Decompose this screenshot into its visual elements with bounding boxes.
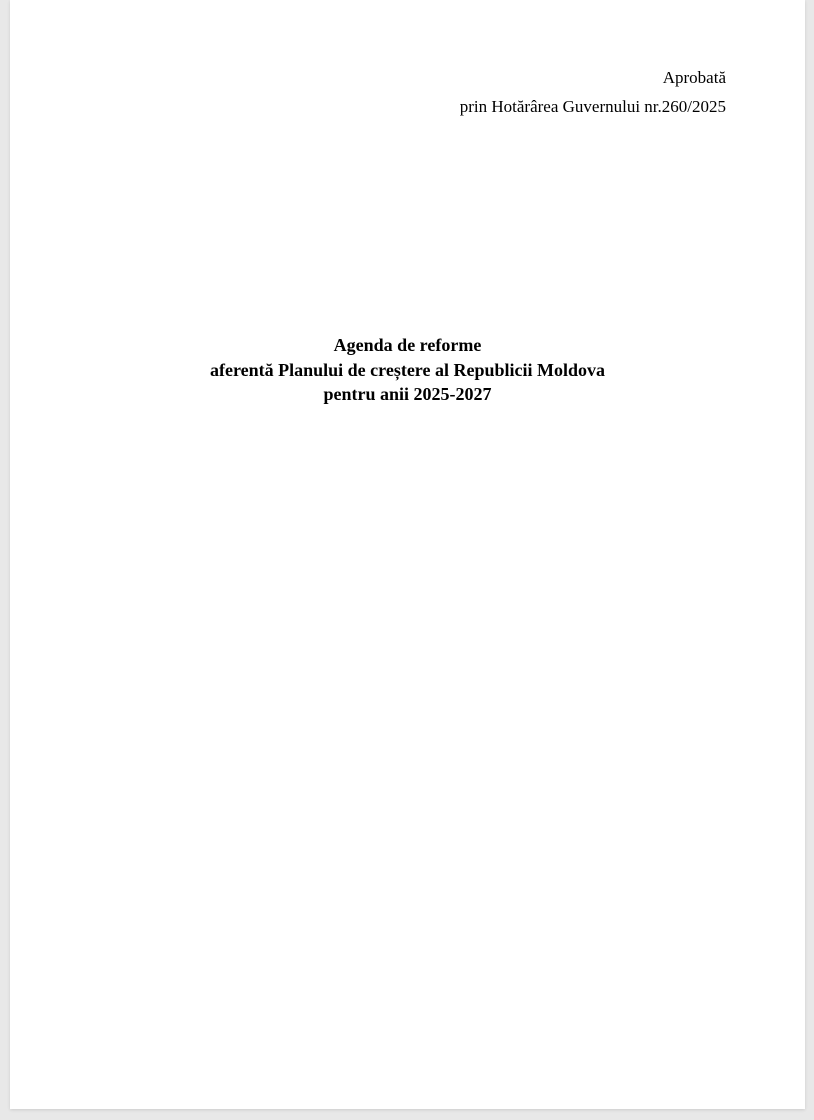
approval-note-line-1: Aprobată (662, 68, 726, 87)
document-title (10, 333, 805, 407)
document-title-line-2: aferentă Planului de creștere al Republicii Moldova (210, 359, 605, 380)
approval-note (460, 63, 726, 121)
document-page (10, 0, 805, 1109)
document-title-line-1: Agenda de reforme (333, 335, 482, 355)
document-title-line-3: pentru anii 2025-2027 (323, 384, 492, 404)
approval-note-line-2: prin Hotărârea Guvernului nr.260/2025 (459, 97, 726, 116)
